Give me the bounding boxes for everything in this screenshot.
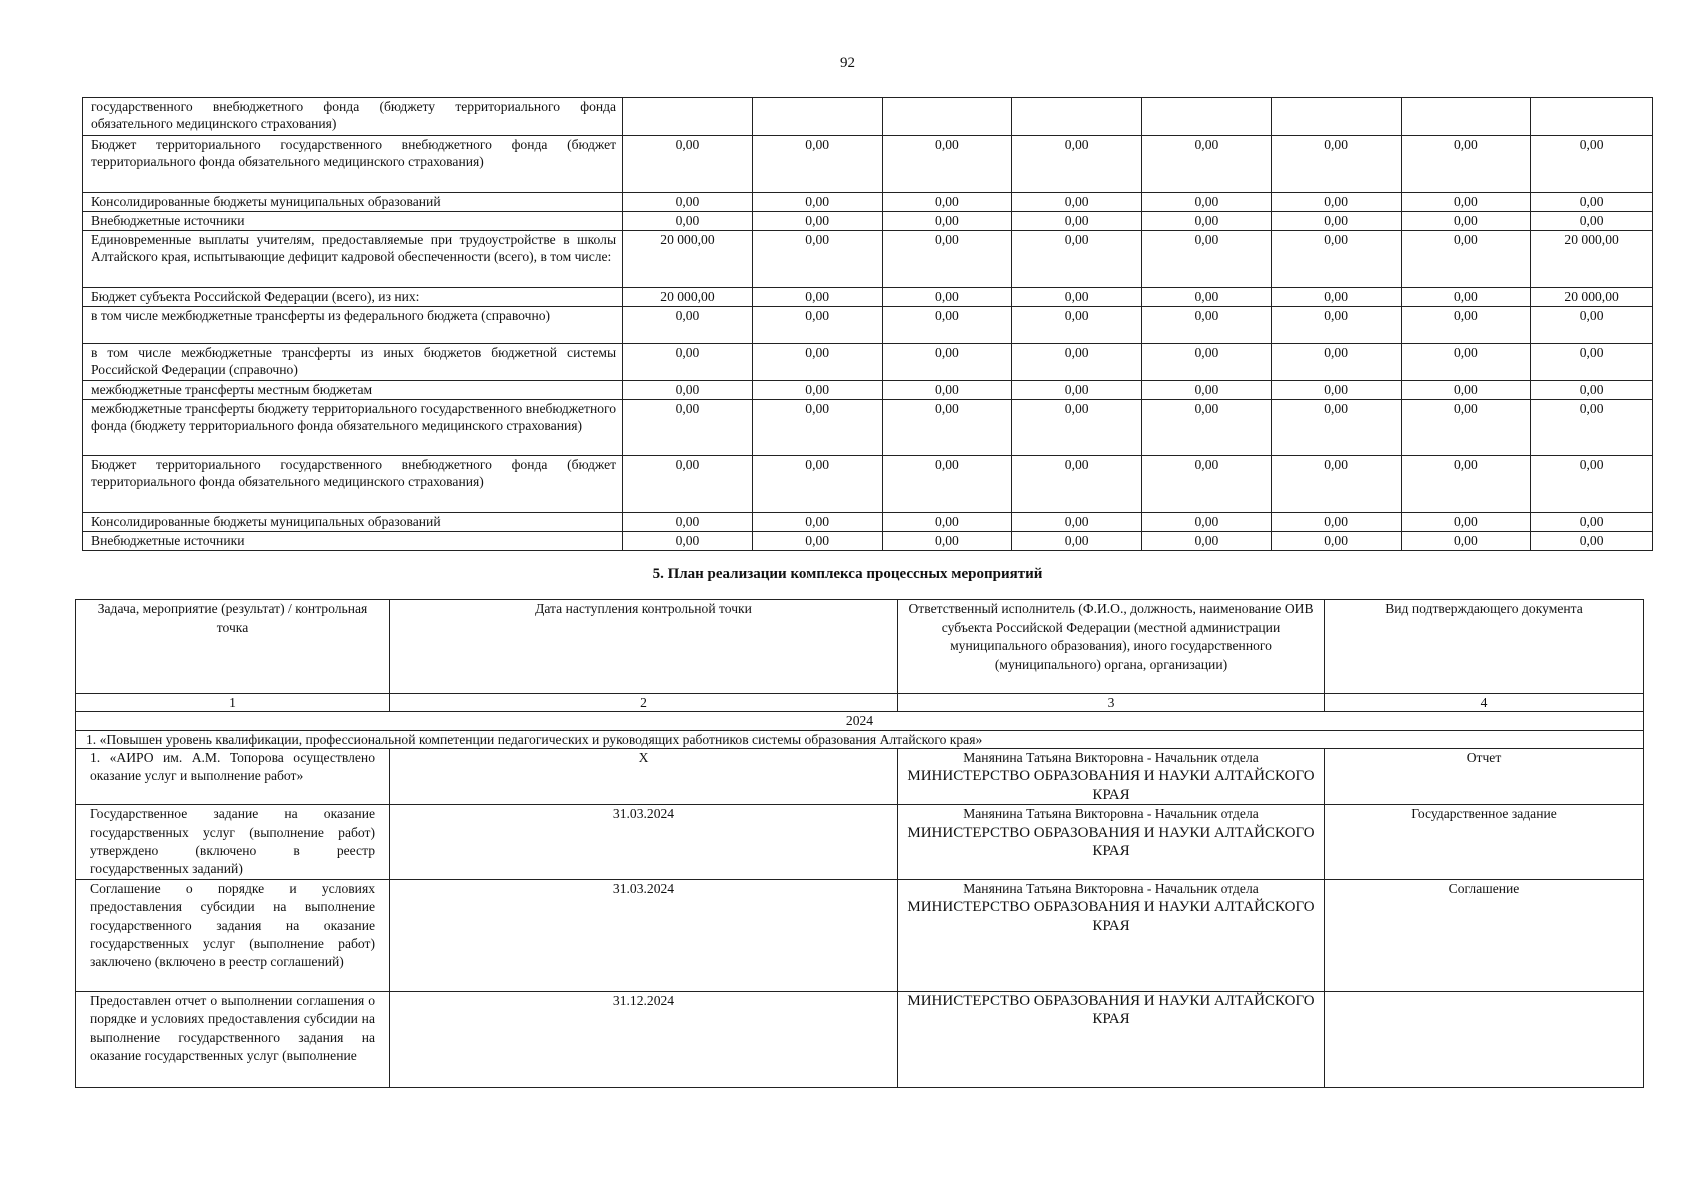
financing-value-cell: 0,00 <box>752 381 882 400</box>
financing-value-cell <box>1142 98 1272 136</box>
financing-row-label: Бюджет субъекта Российской Федерации (всего), из них: <box>83 288 623 307</box>
financing-value-cell: 0,00 <box>752 288 882 307</box>
plan-executor-org: МИНИСТЕРСТВО ОБРАЗОВАНИЯ И НАУКИ АЛТАЙСКОГО КРАЯ <box>907 899 1315 934</box>
financing-row <box>83 456 1653 513</box>
financing-value-cell: 0,00 <box>1531 344 1653 381</box>
financing-value-cell: 0,00 <box>752 307 882 344</box>
financing-value-cell: 0,00 <box>1271 513 1401 532</box>
financing-value-cell: 0,00 <box>1271 288 1401 307</box>
financing-row-label: в том числе межбюджетные трансферты из федерального бюджета (справочно) <box>83 307 623 344</box>
financing-value-cell: 0,00 <box>882 456 1012 513</box>
column-number-row <box>76 694 1644 712</box>
financing-value-cell: 0,00 <box>1271 381 1401 400</box>
goal-text: 1. «Повышен уровень квалификации, профессиональной компетенции педагогических и руководящих работников системы образования Алтайского края» <box>76 731 1644 749</box>
financing-value-cell: 20 000,00 <box>1531 231 1653 288</box>
plan-task: 1. «АИРО им. А.М. Топорова осуществлено оказание услуг и выполнение работ» <box>76 749 390 805</box>
financing-value-cell: 0,00 <box>1271 212 1401 231</box>
plan-executor-org: МИНИСТЕРСТВО ОБРАЗОВАНИЯ И НАУКИ АЛТАЙСКОГО КРАЯ <box>907 768 1315 803</box>
financing-value-cell: 0,00 <box>1401 381 1531 400</box>
plan-document <box>1325 991 1644 1087</box>
financing-row <box>83 98 1653 136</box>
plan-document: Соглашение <box>1325 879 1644 991</box>
financing-value-cell: 0,00 <box>1142 344 1272 381</box>
financing-value-cell: 0,00 <box>752 212 882 231</box>
financing-row-label: Консолидированные бюджеты муниципальных образований <box>83 513 623 532</box>
financing-value-cell: 0,00 <box>1401 513 1531 532</box>
financing-row <box>83 307 1653 344</box>
financing-value-cell: 0,00 <box>1271 307 1401 344</box>
plan-row <box>76 749 1644 805</box>
plan-date: 31.03.2024 <box>390 805 898 880</box>
plan-executor <box>898 805 1325 880</box>
column-number: 1 <box>76 694 390 712</box>
financing-value-cell: 0,00 <box>882 136 1012 193</box>
financing-row-label: Бюджет территориального государственного внебюджетного фонда (бюджет территориального фонда обязательного медицинского страхования) <box>83 136 623 193</box>
financing-value-cell: 0,00 <box>623 513 753 532</box>
plan-task: Государственное задание на оказание государственных услуг (выполнение работ) утверждено (включено в реестр государственных заданий) <box>76 805 390 880</box>
plan-document: Отчет <box>1325 749 1644 805</box>
financing-value-cell: 0,00 <box>882 212 1012 231</box>
plan-executor-name: Манянина Татьяна Викторовна - Начальник отдела <box>963 806 1259 822</box>
financing-value-cell: 0,00 <box>752 532 882 551</box>
financing-value-cell: 0,00 <box>1012 344 1142 381</box>
financing-value-cell: 0,00 <box>1531 381 1653 400</box>
financing-value-cell: 0,00 <box>1271 400 1401 456</box>
plan-header-row <box>76 600 1644 694</box>
plan-executor <box>898 749 1325 805</box>
header-document: Вид подтверждающего документа <box>1325 600 1644 694</box>
financing-value-cell: 0,00 <box>1401 231 1531 288</box>
financing-value-cell: 0,00 <box>623 381 753 400</box>
financing-value-cell: 0,00 <box>882 400 1012 456</box>
financing-value-cell: 0,00 <box>1142 532 1272 551</box>
financing-value-cell: 0,00 <box>1401 193 1531 212</box>
financing-value-cell: 0,00 <box>1012 381 1142 400</box>
financing-row <box>83 212 1653 231</box>
financing-value-cell: 0,00 <box>1401 344 1531 381</box>
financing-row <box>83 532 1653 551</box>
header-executor: Ответственный исполнитель (Ф.И.О., должность, наименование ОИВ субъекта Российской Федерации (местной администрации муниципального образования), иного государственного (муниципального) органа, организации) <box>898 600 1325 694</box>
financing-value-cell: 0,00 <box>623 136 753 193</box>
financing-value-cell: 0,00 <box>1012 532 1142 551</box>
financing-value-cell: 0,00 <box>623 193 753 212</box>
financing-value-cell: 0,00 <box>1401 212 1531 231</box>
financing-row <box>83 193 1653 212</box>
financing-value-cell: 0,00 <box>1142 136 1272 193</box>
plan-date: 31.03.2024 <box>390 879 898 991</box>
column-number: 2 <box>390 694 898 712</box>
financing-value-cell: 0,00 <box>882 307 1012 344</box>
plan-executor-name: Манянина Татьяна Викторовна - Начальник отдела <box>963 880 1259 896</box>
financing-value-cell: 0,00 <box>1142 456 1272 513</box>
financing-value-cell: 0,00 <box>1142 307 1272 344</box>
financing-value-cell: 0,00 <box>1012 513 1142 532</box>
financing-value-cell: 0,00 <box>1271 456 1401 513</box>
financing-value-cell <box>752 98 882 136</box>
plan-executor-org: МИНИСТЕРСТВО ОБРАЗОВАНИЯ И НАУКИ АЛТАЙСКОГО КРАЯ <box>907 824 1315 860</box>
plan-row <box>76 805 1644 880</box>
financing-value-cell: 0,00 <box>882 288 1012 307</box>
financing-row-label: Внебюджетные источники <box>83 532 623 551</box>
financing-value-cell: 20 000,00 <box>1531 288 1653 307</box>
financing-value-cell: 0,00 <box>752 456 882 513</box>
financing-row <box>83 288 1653 307</box>
plan-executor <box>898 991 1325 1087</box>
financing-row-label: Единовременные выплаты учителям, предоставляемые при трудоустройстве в школы Алтайского края, испытывающие дефицит кадровой обеспеченности (всего), в том числе: <box>83 231 623 288</box>
financing-value-cell: 0,00 <box>1012 212 1142 231</box>
financing-value-cell: 0,00 <box>623 532 753 551</box>
financing-row <box>83 136 1653 193</box>
financing-value-cell <box>1531 98 1653 136</box>
financing-value-cell: 0,00 <box>882 193 1012 212</box>
financing-value-cell: 0,00 <box>1531 307 1653 344</box>
financing-value-cell: 0,00 <box>752 136 882 193</box>
financing-value-cell <box>1271 98 1401 136</box>
plan-date: 31.12.2024 <box>390 991 898 1087</box>
plan-document: Государственное задание <box>1325 805 1644 880</box>
financing-value-cell: 0,00 <box>882 344 1012 381</box>
plan-executor-name: Манянина Татьяна Викторовна - Начальник отдела <box>963 750 1259 765</box>
financing-row <box>83 381 1653 400</box>
financing-value-cell <box>1401 98 1531 136</box>
financing-row <box>83 231 1653 288</box>
financing-row-label: Бюджет территориального государственного внебюджетного фонда (бюджет территориального фонда обязательного медицинского страхования) <box>83 456 623 513</box>
financing-value-cell: 0,00 <box>752 513 882 532</box>
plan-row <box>76 879 1644 991</box>
financing-value-cell: 0,00 <box>882 513 1012 532</box>
financing-value-cell: 0,00 <box>1531 513 1653 532</box>
financing-value-cell: 0,00 <box>1271 532 1401 551</box>
plan-task: Соглашение о порядке и условиях предоставления субсидии на выполнение государственного задания на оказание государственных услуг (выполнение работ) заключено (включено в реестр соглашений) <box>76 879 390 991</box>
header-task: Задача, мероприятие (результат) / контрольная точка <box>76 600 390 694</box>
header-date: Дата наступления контрольной точки <box>390 600 898 694</box>
section-title: 5. План реализации комплекса процессных мероприятий <box>652 566 1043 582</box>
financing-value-cell: 0,00 <box>1142 381 1272 400</box>
financing-row <box>83 513 1653 532</box>
financing-value-cell: 0,00 <box>1531 212 1653 231</box>
financing-value-cell: 0,00 <box>1142 212 1272 231</box>
goal-row <box>76 731 1644 749</box>
column-number: 4 <box>1325 694 1644 712</box>
column-number: 3 <box>898 694 1325 712</box>
financing-value-cell: 0,00 <box>1012 136 1142 193</box>
financing-row-label: Внебюджетные источники <box>83 212 623 231</box>
financing-value-cell: 0,00 <box>623 307 753 344</box>
financing-value-cell: 0,00 <box>1012 456 1142 513</box>
financing-value-cell: 0,00 <box>1142 193 1272 212</box>
financing-row <box>83 344 1653 381</box>
financing-row-label: Консолидированные бюджеты муниципальных образований <box>83 193 623 212</box>
financing-row-label: межбюджетные трансферты местным бюджетам <box>83 381 623 400</box>
financing-value-cell: 0,00 <box>1531 456 1653 513</box>
financing-value-cell: 0,00 <box>1271 193 1401 212</box>
financing-value-cell: 0,00 <box>1142 231 1272 288</box>
financing-value-cell: 0,00 <box>752 193 882 212</box>
financing-row <box>83 400 1653 456</box>
financing-value-cell: 0,00 <box>1142 400 1272 456</box>
financing-value-cell: 0,00 <box>1271 231 1401 288</box>
financing-value-cell: 0,00 <box>1401 400 1531 456</box>
financing-value-cell: 0,00 <box>1401 288 1531 307</box>
financing-value-cell: 0,00 <box>752 400 882 456</box>
financing-value-cell: 0,00 <box>1012 400 1142 456</box>
plan-date: X <box>390 749 898 805</box>
plan-executor <box>898 879 1325 991</box>
plan-row <box>76 991 1644 1087</box>
financing-value-cell: 0,00 <box>1012 231 1142 288</box>
financing-value-cell: 0,00 <box>1531 193 1653 212</box>
financing-value-cell: 0,00 <box>1401 136 1531 193</box>
plan-executor-org: МИНИСТЕРСТВО ОБРАЗОВАНИЯ И НАУКИ АЛТАЙСКОГО КРАЯ <box>907 992 1315 1028</box>
financing-value-cell: 0,00 <box>623 212 753 231</box>
financing-value-cell: 0,00 <box>1012 307 1142 344</box>
financing-row-label: межбюджетные трансферты бюджету территориального государственного внебюджетного фонда (бюджету территориального фонда обязательного медицинского страхования) <box>83 400 623 456</box>
financing-value-cell <box>1012 98 1142 136</box>
financing-value-cell: 0,00 <box>1401 532 1531 551</box>
financing-value-cell: 0,00 <box>1142 288 1272 307</box>
financing-value-cell: 0,00 <box>1531 400 1653 456</box>
financing-value-cell <box>882 98 1012 136</box>
financing-value-cell: 0,00 <box>1012 288 1142 307</box>
plan-task: Предоставлен отчет о выполнении соглашения о порядке и условиях предоставления субсидии на выполнение государственного задания на оказание государственных услуг (выполнение <box>76 991 390 1087</box>
financing-value-cell: 0,00 <box>1531 136 1653 193</box>
financing-value-cell: 0,00 <box>1142 513 1272 532</box>
financing-value-cell: 0,00 <box>1271 344 1401 381</box>
financing-value-cell: 0,00 <box>752 231 882 288</box>
financing-value-cell <box>623 98 753 136</box>
financing-row-label: государственного внебюджетного фонда (бюджету территориального фонда обязательного медицинского страхования) <box>83 98 623 136</box>
financing-value-cell: 0,00 <box>1401 307 1531 344</box>
year-label: 2024 <box>76 712 1644 731</box>
plan-table <box>75 599 1644 1088</box>
financing-value-cell: 0,00 <box>623 456 753 513</box>
financing-value-cell: 0,00 <box>1531 532 1653 551</box>
financing-value-cell: 0,00 <box>1271 136 1401 193</box>
financing-value-cell: 0,00 <box>882 231 1012 288</box>
financing-value-cell: 0,00 <box>623 344 753 381</box>
financing-value-cell: 0,00 <box>752 344 882 381</box>
financing-row-label: в том числе межбюджетные трансферты из иных бюджетов бюджетной системы Российской Федерации (справочно) <box>83 344 623 381</box>
financing-table <box>82 97 1653 551</box>
financing-value-cell: 20 000,00 <box>623 231 753 288</box>
financing-value-cell: 20 000,00 <box>623 288 753 307</box>
page-number: 92 <box>840 55 855 71</box>
financing-value-cell: 0,00 <box>882 532 1012 551</box>
year-row <box>76 712 1644 731</box>
financing-value-cell: 0,00 <box>1401 456 1531 513</box>
financing-value-cell: 0,00 <box>882 381 1012 400</box>
financing-value-cell: 0,00 <box>623 400 753 456</box>
financing-value-cell: 0,00 <box>1012 193 1142 212</box>
